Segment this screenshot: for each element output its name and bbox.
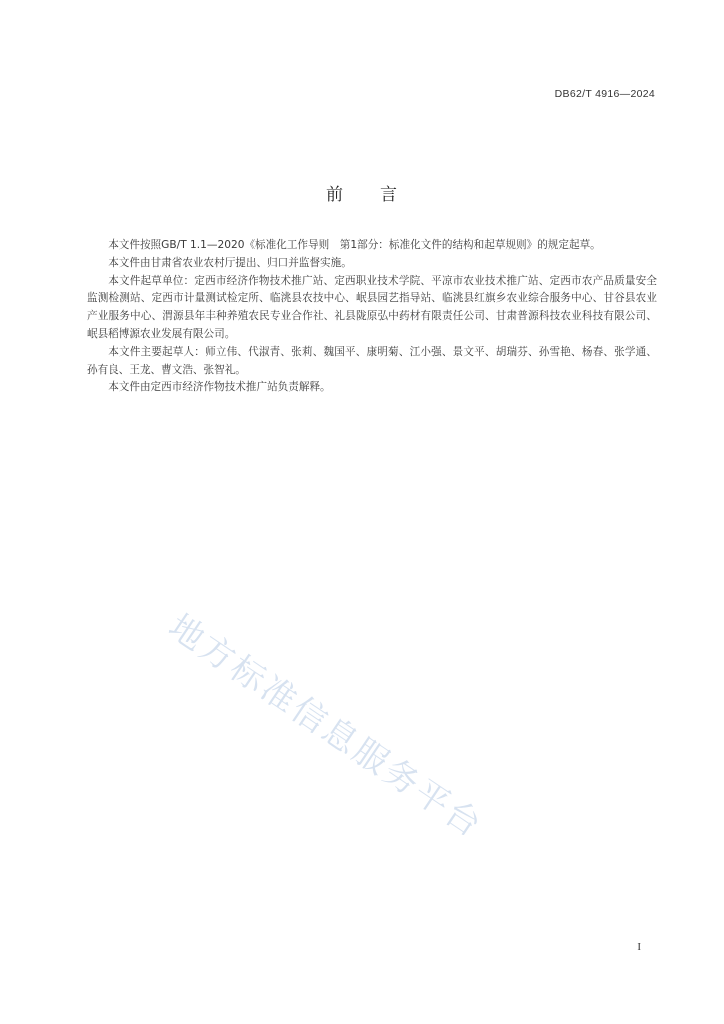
watermark: 地方标准信息服务平台	[161, 606, 491, 847]
foreword-body	[87, 237, 657, 397]
paragraph-interpretation: 本文件由定西市经济作物技术推广站负责解释。	[108, 381, 331, 394]
paragraph-main-drafters: 本文件主要起草人：师立伟、代淑青、张莉、魏国平、康明菊、江小强、景文平、胡瑞芬、孙雪艳、杨春、张学通、孙有良、王龙、曹文浩、张智礼。	[87, 345, 657, 376]
page-number: I	[637, 941, 641, 953]
page-title: 前 言	[326, 185, 398, 205]
paragraph-proposer: 本文件由甘肃省农业农村厅提出、归口并监督实施。	[108, 256, 352, 269]
paragraph-drafting-rules: 本文件按照GB/T 1.1—2020《标准化工作导则 第1部分：标准化文件的结构和起草规则》的规定起草。	[108, 239, 601, 251]
paragraph-drafting-units: 本文件起草单位：定西市经济作物技术推广站、定西职业技术学院、平凉市农业技术推广站、定西市农产品质量安全监测检测站、定西市计量测试检定所、临洮县农技中心、岷县园艺指导站、临洮县红旗乡农业综合服务中心、甘谷县农业产业服务中心、渭源县年丰种养殖农民专业合作社、礼县陇原弘中药材有限责任公司、甘肃普源科技农业科技有限公司、岷县稻博源农业发展有限公司。	[87, 274, 657, 340]
document-code: DB62/T 4916—2024	[554, 88, 655, 100]
